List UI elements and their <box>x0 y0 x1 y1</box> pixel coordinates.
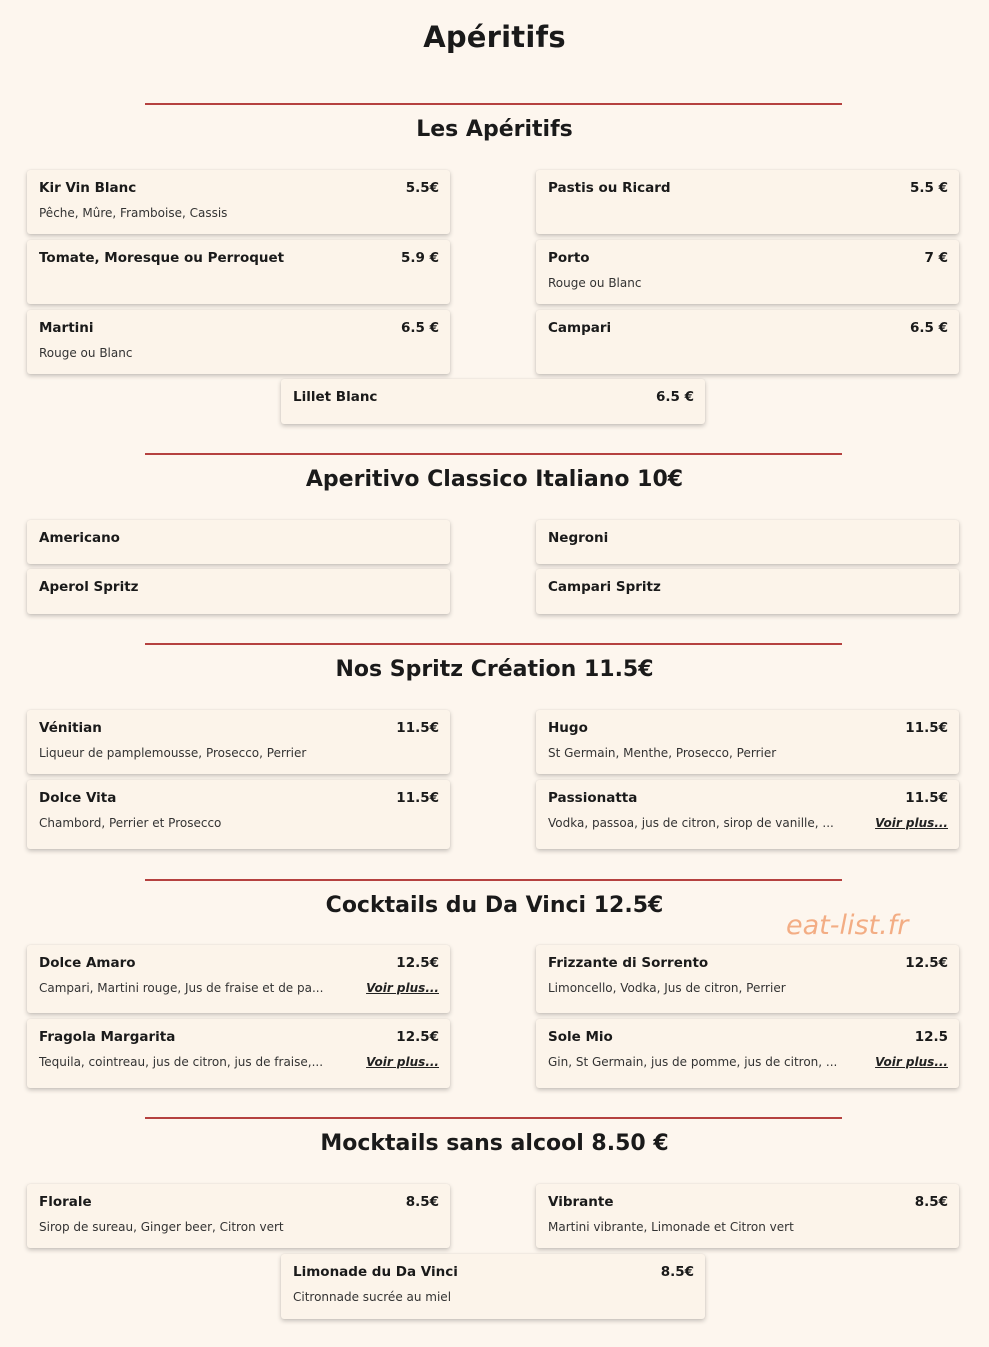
section-divider <box>145 879 842 881</box>
item-name: Hugo <box>548 720 588 736</box>
item-price: 12.5€ <box>396 955 439 971</box>
item-price: 6.5 € <box>909 320 948 336</box>
section-title: Les Apéritifs <box>416 117 573 142</box>
item-description: St Germain, Menthe, Prosecco, Perrier <box>548 746 777 760</box>
menu-item-card <box>536 170 959 234</box>
menu-item-card <box>536 240 959 304</box>
item-price: 7 € <box>924 250 948 266</box>
section-title: Nos Spritz Création 11.5€ <box>335 657 654 682</box>
item-description: Vodka, passoa, jus de citron, sirop de vanille, ... <box>548 816 834 830</box>
item-price: 11.5€ <box>905 720 948 736</box>
item-name: Kir Vin Blanc <box>39 180 137 196</box>
item-price: 5.5€ <box>405 180 439 196</box>
item-name: Frizzante di Sorrento <box>548 955 709 971</box>
section-title: Aperitivo Classico Italiano 10€ <box>305 467 684 492</box>
menu-item-card <box>536 1184 959 1248</box>
item-price: 8.5€ <box>914 1194 948 1210</box>
item-description: Citronnade sucrée au miel <box>293 1290 452 1304</box>
item-price: 12.5 <box>914 1029 948 1045</box>
item-name: Negroni <box>548 530 609 546</box>
item-name: Dolce Amaro <box>39 955 136 971</box>
menu-item-card <box>536 520 959 564</box>
see-more-link[interactable]: Voir plus... <box>366 981 439 995</box>
item-description: Gin, St Germain, jus de pomme, jus de citron, ... <box>548 1055 838 1069</box>
item-price: 8.5€ <box>405 1194 439 1210</box>
item-description: Rouge ou Blanc <box>548 276 642 290</box>
see-more-link[interactable]: Voir plus... <box>875 1055 948 1069</box>
item-name: Pastis ou Ricard <box>548 180 671 196</box>
item-name: Campari <box>548 320 612 336</box>
page-title: Apéritifs <box>423 20 566 54</box>
section-divider <box>145 103 842 105</box>
item-name: Dolce Vita <box>39 790 117 806</box>
section-divider <box>145 453 842 455</box>
item-name: Vibrante <box>548 1194 614 1210</box>
item-price: 11.5€ <box>905 790 948 806</box>
menu-item-card <box>27 710 450 774</box>
item-name: Campari Spritz <box>548 579 661 595</box>
item-price: 8.5€ <box>660 1264 694 1280</box>
item-price: 5.5 € <box>909 180 948 196</box>
item-description: Pêche, Mûre, Framboise, Cassis <box>39 206 228 220</box>
item-name: Martini <box>39 320 94 336</box>
menu-item-card <box>281 379 705 424</box>
item-name: Limonade du Da Vinci <box>293 1264 458 1280</box>
item-description: Chambord, Perrier et Prosecco <box>39 816 222 830</box>
menu-item-card <box>27 945 450 1013</box>
menu-item-card <box>536 710 959 774</box>
see-more-link[interactable]: Voir plus... <box>875 816 948 830</box>
menu-item-card <box>27 569 450 614</box>
item-description: Martini vibrante, Limonade et Citron vert <box>548 1220 794 1234</box>
item-name: Aperol Spritz <box>39 579 139 595</box>
section-title: Cocktails du Da Vinci 12.5€ <box>325 893 664 918</box>
menu-item-card <box>536 1019 959 1088</box>
item-name: Passionatta <box>548 790 638 806</box>
menu-item-card <box>27 780 450 849</box>
section-title: Mocktails sans alcool 8.50 € <box>320 1131 669 1156</box>
item-description: Liqueur de pamplemousse, Prosecco, Perrier <box>39 746 307 760</box>
item-name: Porto <box>548 250 590 266</box>
item-description: Sirop de sureau, Ginger beer, Citron vert <box>39 1220 284 1234</box>
section-divider <box>145 643 842 645</box>
menu-item-card <box>536 945 959 1013</box>
menu-item-card <box>27 1019 450 1088</box>
item-description: Tequila, cointreau, jus de citron, jus de fraise,... <box>39 1055 324 1069</box>
menu-item-card <box>27 310 450 374</box>
menu-item-card <box>27 1184 450 1248</box>
item-price: 6.5 € <box>655 389 694 405</box>
item-price: 11.5€ <box>396 720 439 736</box>
item-price: 12.5€ <box>905 955 948 971</box>
menu-item-card <box>27 240 450 304</box>
item-price: 6.5 € <box>400 320 439 336</box>
item-description: Rouge ou Blanc <box>39 346 133 360</box>
see-more-link[interactable]: Voir plus... <box>366 1055 439 1069</box>
item-price: 12.5€ <box>396 1029 439 1045</box>
section-divider <box>145 1117 842 1119</box>
item-description: Campari, Martini rouge, Jus de fraise et de pa... <box>39 981 324 995</box>
item-name: Lillet Blanc <box>293 389 378 405</box>
menu-item-card <box>536 310 959 374</box>
item-name: Tomate, Moresque ou Perroquet <box>39 250 285 266</box>
item-price: 5.9 € <box>400 250 439 266</box>
menu-item-card <box>27 170 450 234</box>
item-name: Sole Mio <box>548 1029 613 1045</box>
item-description: Limoncello, Vodka, Jus de citron, Perrier <box>548 981 786 995</box>
item-price: 11.5€ <box>396 790 439 806</box>
item-name: Vénitian <box>39 720 102 736</box>
menu-item-card <box>27 520 450 564</box>
menu-item-card <box>281 1254 705 1319</box>
item-name: Fragola Margarita <box>39 1029 176 1045</box>
menu-item-card <box>536 780 959 849</box>
menu-item-card <box>536 569 959 614</box>
item-name: Florale <box>39 1194 92 1210</box>
item-name: Americano <box>39 530 120 546</box>
watermark: eat-list.fr <box>786 910 909 941</box>
